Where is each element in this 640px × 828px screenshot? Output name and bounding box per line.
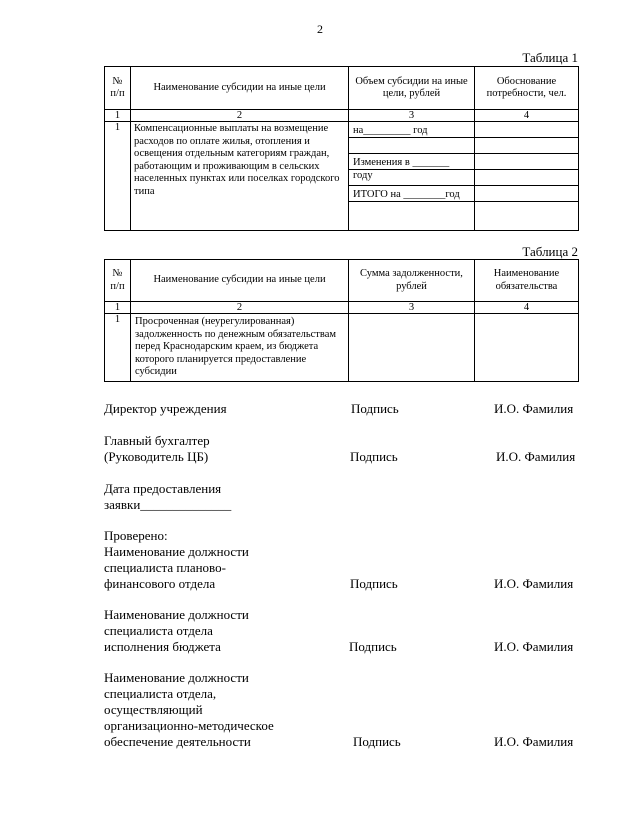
t1-basis-cell bbox=[475, 122, 579, 231]
budget-label: Наименование должности специалиста отдела исполнения бюджета bbox=[104, 607, 249, 654]
date-label: Дата предоставления заявки______________ bbox=[104, 481, 232, 512]
checked-label: Проверено: bbox=[104, 528, 168, 543]
accountant-name: И.О. Фамилия bbox=[496, 449, 576, 464]
t1-header-amount: Объем субсидии на иные цели, рублей bbox=[349, 67, 475, 110]
t2-header-obligation: Наименование обязательства bbox=[475, 260, 579, 302]
t1-amount-line bbox=[349, 138, 474, 154]
t1-header-basis: Обоснование потребности, чел. bbox=[475, 67, 579, 110]
t2-header-amount: Сумма задолженности, рублей bbox=[349, 260, 475, 302]
method-sign: Подпись bbox=[353, 734, 401, 749]
director-sign: Подпись bbox=[351, 401, 399, 416]
method-label: Наименование должности специалиста отдела, осуществляющий организационно-методическое обеспечение деятельности bbox=[104, 670, 274, 749]
t1-amount-line: Изменения в _______ году bbox=[349, 154, 474, 170]
t1-colnum: 2 bbox=[131, 110, 349, 122]
table2-caption: Таблица 2 bbox=[522, 244, 578, 259]
accountant-label: Главный бухгалтер (Руководитель ЦБ) bbox=[104, 433, 210, 464]
method-name: И.О. Фамилия bbox=[494, 734, 574, 749]
t2-header-num: № п/п bbox=[105, 260, 131, 302]
t2-colnum: 4 bbox=[475, 302, 579, 314]
t1-row-name: Компенсационные выплаты на возмещение расходов по оплате жилья, отопления и освещения отдельным категориям граждан, работающим и проживающим в сельских населенных пунктах или поселках городского типа bbox=[131, 122, 349, 231]
t2-amount-cell bbox=[349, 314, 475, 382]
t2-row-num: 1 bbox=[105, 314, 131, 382]
t1-colnum: 1 bbox=[105, 110, 131, 122]
t2-colnum: 2 bbox=[131, 302, 349, 314]
t1-colnum: 4 bbox=[475, 110, 579, 122]
t1-amount-line: на_________ год bbox=[349, 122, 474, 138]
table1 bbox=[104, 66, 579, 231]
t2-row-name: Просроченная (неурегулированная) задолженность по денежным обязательствам перед Краснодарским краем, из бюджета которого планируется предоставление субсидии bbox=[131, 314, 349, 382]
t2-header-name: Наименование субсидии на иные цели bbox=[131, 260, 349, 302]
planning-sign: Подпись bbox=[350, 576, 398, 591]
table1-caption: Таблица 1 bbox=[522, 50, 578, 65]
t1-colnum: 3 bbox=[349, 110, 475, 122]
table2 bbox=[104, 259, 579, 382]
t1-header-name: Наименование субсидии на иные цели bbox=[131, 67, 349, 110]
t1-amount-cell bbox=[349, 122, 475, 231]
t1-header-num: № п/п bbox=[105, 67, 131, 110]
budget-sign: Подпись bbox=[349, 639, 397, 654]
t1-row-num: 1 bbox=[105, 122, 131, 231]
director-label: Директор учреждения bbox=[104, 401, 227, 416]
page-number: 2 bbox=[317, 22, 323, 36]
planning-label: Наименование должности специалиста планово- финансового отдела bbox=[104, 544, 249, 591]
planning-name: И.О. Фамилия bbox=[494, 576, 574, 591]
accountant-sign: Подпись bbox=[350, 449, 398, 464]
budget-name: И.О. Фамилия bbox=[494, 639, 574, 654]
t2-colnum: 1 bbox=[105, 302, 131, 314]
director-name: И.О. Фамилия bbox=[494, 401, 574, 416]
t2-colnum: 3 bbox=[349, 302, 475, 314]
t2-obligation-cell bbox=[475, 314, 579, 382]
t1-amount-line bbox=[349, 202, 474, 217]
t1-amount-line: ИТОГО на ________год bbox=[349, 186, 474, 202]
